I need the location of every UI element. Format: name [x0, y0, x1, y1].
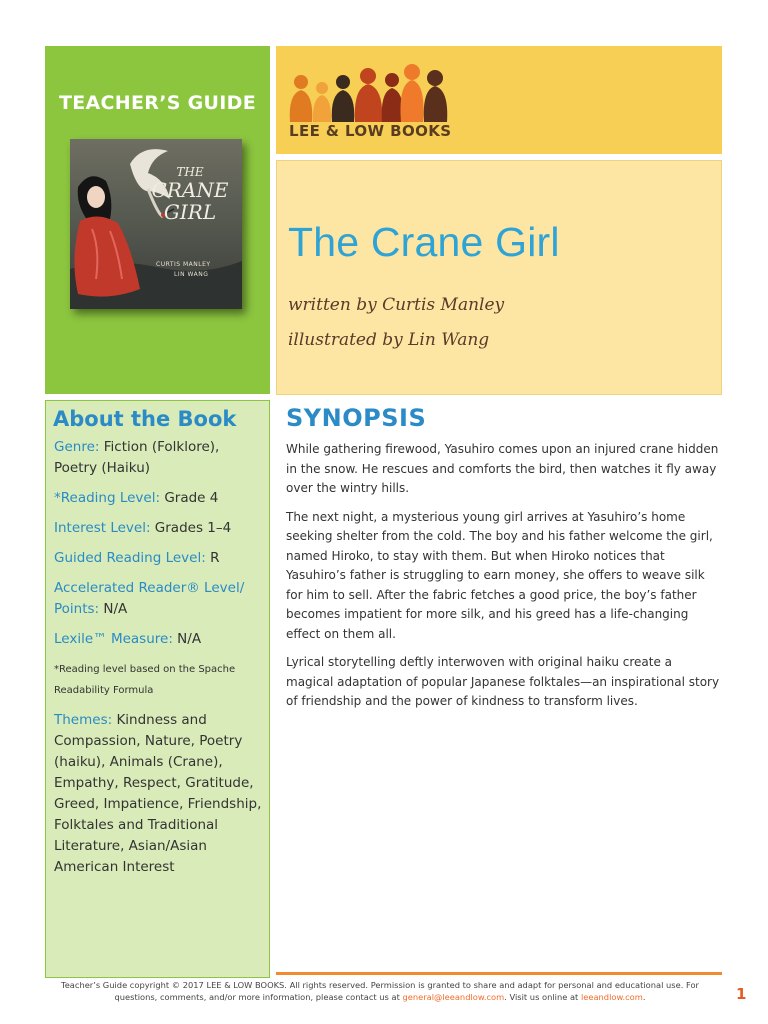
lexile-value: N/A [177, 631, 202, 647]
synopsis-paragraph: The next night, a mysterious young girl arrives at Yasuhiro’s home seeking shelter from the cold. The boy and his father welcome the girl, named Hiroko, to stay with them. But when Hiroko notices that Yasuhiro’s father is struggling to earn money, she offers to weave silk for him to sell. After the fabric fetches a good price, the boy’s father becomes impatient for more silk, and his greed has a life-changing effect on them all. [286, 509, 713, 641]
footer-line-1: Teacher’s Guide copyright © 2017 LEE & LOW BOOKS. All rights reserved. Permission is granted to share and adapt for personal and educational use. For [61, 980, 699, 990]
genre-label: Genre: [54, 439, 100, 455]
guided-reading-label: Guided Reading Level: [54, 550, 206, 566]
accelerated-reader-value: N/A [103, 601, 128, 617]
about-the-book-panel [45, 400, 270, 978]
guided-reading-value: R [210, 550, 220, 566]
themes-label: Themes: [54, 712, 113, 728]
reading-level-label: *Reading Level: [54, 490, 161, 506]
about-details [54, 437, 266, 887]
reading-level-note: *Reading level based on the Spache Readability Formula [54, 664, 236, 696]
themes-value: Kindness and Compassion, Nature, Poetry (haiku), Animals (Crane), Empathy, Respect, Gratitude, Greed, Impatience, Friendship, Folktales and Traditional Literature, Asian/Asian American Interest [54, 712, 262, 875]
cover-title-crane: CRANE [151, 178, 229, 202]
title-box [276, 160, 722, 395]
themes-row [54, 710, 266, 878]
synopsis-heading: SYNOPSIS [286, 404, 427, 432]
guided-reading-row [54, 548, 266, 569]
synopsis-body [286, 440, 722, 721]
interest-level-label: Interest Level: [54, 520, 151, 536]
lexile-row [54, 629, 266, 650]
synopsis-paragraph: While gathering firewood, Yasuhiro comes upon an injured crane hidden in the snow. He rescues and comforts the bird, then watches it fly away over the wintry hills. [286, 442, 719, 495]
accelerated-reader-row [54, 578, 266, 620]
author-credit: written by Curtis Manley [288, 295, 505, 315]
cover-title-the: THE [176, 165, 204, 179]
footer-line-2 [40, 991, 720, 1003]
teachers-guide-heading: TEACHER’S GUIDE [59, 92, 256, 114]
about-heading: About the Book [53, 407, 237, 431]
reading-level-value: Grade 4 [164, 490, 219, 506]
footer-divider [276, 972, 722, 975]
website-link[interactable]: leeandlow.com [580, 992, 643, 1002]
people-silhouettes-logo [288, 60, 458, 122]
book-title: The Crane Girl [288, 219, 560, 265]
accelerated-reader-label: Accelerated Reader® Level/ Points: [54, 580, 245, 617]
synopsis-paragraph: Lyrical storytelling deftly interwoven with original haiku create a magical adaptation of popular Japanese folktales—an inspirational story of friendship and the power of kindness to transform lives. [286, 655, 720, 708]
publisher-name: LEE & LOW BOOKS [289, 122, 452, 140]
interest-level-row [54, 518, 266, 539]
genre-value: Fiction (Folklore), Poetry (Haiku) [54, 439, 220, 476]
footer-line-2-middle: . Visit us online at [504, 992, 581, 1002]
lexile-label: Lexile™ Measure: [54, 631, 173, 647]
teachers-guide-panel [45, 46, 270, 394]
publisher-banner [276, 46, 722, 154]
footer-line-2-suffix: . [642, 992, 646, 1002]
page-number: 1 [736, 985, 747, 1003]
cover-author: CURTIS MANLEY [156, 261, 211, 268]
genre-row [54, 437, 266, 479]
footer-copyright [40, 979, 720, 1003]
illustrator-credit: illustrated by Lin Wang [288, 330, 490, 350]
email-link[interactable]: general@leeandlow.com [402, 992, 505, 1002]
cover-title-girl: GIRL [163, 200, 217, 224]
cover-illustrator: LIN WANG [174, 271, 209, 278]
book-cover-image [70, 139, 242, 309]
interest-level-value: Grades 1–4 [154, 520, 232, 536]
footer-line-2-prefix: questions, comments, and/or more information, please contact us at [114, 992, 403, 1002]
reading-level-row [54, 488, 266, 509]
